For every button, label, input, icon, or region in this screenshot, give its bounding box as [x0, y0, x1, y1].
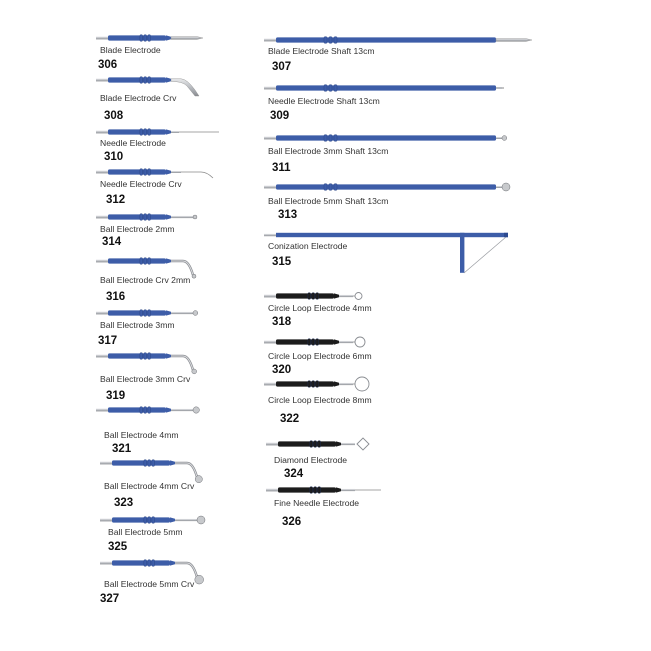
product-322 [264, 376, 404, 432]
handle [276, 135, 496, 140]
grip-ring [308, 381, 311, 388]
handle [108, 353, 166, 358]
connector-pin [96, 171, 108, 174]
product-name: Needle Electrode [100, 138, 166, 148]
product-310 [96, 124, 236, 168]
product-name: Fine Needle Electrode [274, 498, 360, 508]
handle-tip [166, 407, 171, 412]
product-code: 313 [278, 209, 298, 221]
electrode-shaft [171, 356, 193, 370]
product-326 [266, 482, 406, 530]
handle-tip [166, 214, 171, 219]
grip-ring [314, 441, 317, 448]
product-318 [264, 288, 404, 334]
electrode-shaft [175, 463, 197, 477]
grip-ring [329, 184, 332, 191]
product-314 [96, 209, 236, 255]
grip-ring [148, 560, 151, 567]
product-name: Ball Electrode 3mm Crv [100, 374, 191, 384]
product-code: 311 [272, 162, 291, 174]
ball-electrode-shaft-icon [264, 179, 544, 197]
connector-pin [264, 383, 276, 386]
product-name: Ball Electrode 4mm [104, 430, 179, 440]
handle-tip [166, 353, 171, 358]
product-321 [96, 402, 236, 458]
circle-loop-electrode-icon [264, 334, 404, 352]
electrode-shaft [171, 409, 193, 411]
grip-ring [140, 310, 143, 317]
grip-ring [334, 184, 337, 191]
handle [278, 441, 336, 446]
product-code: 307 [272, 61, 292, 73]
grip-ring [318, 487, 321, 494]
handle-tip [166, 129, 171, 134]
handle [112, 560, 170, 565]
electrode-shaft [339, 341, 353, 343]
grip-ring [329, 135, 332, 142]
product-name: Ball Electrode 5mm Shaft 13cm [268, 196, 389, 206]
connector-pin [264, 137, 276, 140]
product-name: Circle Loop Electrode 4mm [268, 303, 372, 313]
handle [108, 77, 166, 82]
grip-ring [140, 169, 143, 176]
ball-tip [195, 575, 204, 584]
connector-pin [264, 39, 276, 42]
electrode-shaft [496, 137, 502, 139]
product-311 [264, 130, 544, 176]
product-319 [96, 348, 236, 404]
connector-pin [266, 443, 278, 446]
handle [276, 293, 334, 298]
product-code: 309 [270, 110, 290, 122]
product-name: Ball Electrode 3mm [100, 320, 175, 330]
product-325 [100, 512, 240, 558]
grip-ring [144, 77, 147, 84]
diamond-wire [357, 438, 369, 450]
ball-tip [193, 215, 197, 219]
grip-ring [140, 35, 143, 42]
grip-ring [312, 293, 315, 300]
product-324 [266, 436, 406, 484]
conization-tip [504, 233, 508, 237]
grip-ring [152, 460, 155, 467]
product-code: 306 [98, 59, 118, 71]
connector-pin [264, 295, 276, 298]
handle [108, 310, 166, 315]
grip-ring [140, 407, 143, 414]
loop-wire [355, 377, 369, 391]
electrode-shaft [171, 216, 193, 218]
product-code: 315 [272, 256, 292, 268]
handle-tip [170, 460, 175, 465]
product-code: 318 [272, 316, 292, 328]
product-316 [96, 253, 236, 305]
connector-pin [96, 37, 108, 40]
connector-pin [96, 131, 108, 134]
grip-ring [329, 37, 332, 44]
product-code: 308 [104, 110, 124, 122]
grip-ring [148, 310, 151, 317]
product-code: 316 [106, 291, 126, 303]
needle-tip [181, 172, 213, 178]
ball-tip [195, 476, 202, 483]
handle [276, 381, 334, 386]
grip-ring [324, 135, 327, 142]
ball-electrode-icon [96, 209, 236, 225]
handle-tip [166, 310, 171, 315]
connector-pin [96, 79, 108, 82]
product-code: 325 [108, 541, 128, 553]
handle [276, 184, 496, 189]
grip-ring [148, 169, 151, 176]
handle-tip [170, 517, 175, 522]
grip-ring [144, 214, 147, 221]
connector-pin [264, 186, 276, 189]
product-name: Needle Electrode Crv [100, 179, 182, 189]
needle-collar [171, 131, 179, 133]
grip-ring [144, 310, 147, 317]
circle-loop-electrode-icon [264, 288, 404, 304]
handle [276, 233, 508, 237]
handle [108, 407, 166, 412]
grip-ring [334, 85, 337, 92]
handle [276, 339, 334, 344]
ball-tip [193, 407, 199, 413]
needle-electrode-shaft-icon [264, 80, 544, 96]
electrode-shaft [341, 489, 355, 491]
handle-tip [170, 560, 175, 565]
connector-pin [266, 489, 278, 492]
handle [112, 517, 170, 522]
handle-tip [166, 77, 171, 82]
handle [108, 258, 166, 263]
grip-ring [329, 85, 332, 92]
ball-electrode-shaft-icon [264, 130, 544, 146]
handle [108, 214, 166, 219]
handle-tip [334, 293, 339, 298]
grip-ring [310, 487, 313, 494]
handle [108, 129, 166, 134]
connector-pin [100, 462, 112, 465]
grip-ring [140, 353, 143, 360]
grip-ring [144, 560, 147, 567]
grip-ring [148, 517, 151, 524]
product-name: Diamond Electrode [274, 455, 348, 465]
handle-tip [166, 169, 171, 174]
grip-ring [308, 293, 311, 300]
product-name: Conization Electrode [268, 241, 348, 251]
grip-ring [324, 37, 327, 44]
product-name: Ball Electrode 3mm Shaft 13cm [268, 146, 389, 156]
connector-pin [264, 234, 276, 236]
grip-ring [148, 407, 151, 414]
ball-electrode-curved-icon [96, 348, 236, 376]
connector-pin [96, 216, 108, 219]
grip-ring [148, 77, 151, 84]
connector-pin [100, 519, 112, 522]
product-name: Circle Loop Electrode 8mm [268, 395, 372, 405]
product-307 [264, 32, 544, 76]
product-name: Ball Electrode 4mm Crv [104, 481, 195, 491]
grip-ring [144, 169, 147, 176]
electrode-shaft [496, 186, 502, 188]
grip-ring [144, 35, 147, 42]
electrode-shaft [171, 261, 193, 275]
product-code: 324 [284, 468, 304, 480]
ball-tip [197, 516, 205, 524]
electrode-shaft [175, 519, 197, 521]
needle-collar [171, 171, 181, 173]
connector-pin [96, 355, 108, 358]
product-code: 326 [282, 516, 302, 528]
grip-ring [318, 441, 321, 448]
ball-electrode-icon [96, 402, 236, 420]
grip-ring [324, 85, 327, 92]
connector-pin [96, 312, 108, 315]
ball-tip [502, 183, 510, 191]
product-name: Blade Electrode Shaft 13cm [268, 46, 375, 56]
product-name: Needle Electrode Shaft 13cm [268, 96, 380, 106]
grip-ring [312, 339, 315, 346]
product-308 [96, 72, 236, 126]
handle [276, 85, 496, 90]
product-309 [264, 80, 544, 124]
circle-loop-electrode-icon [264, 376, 404, 396]
grip-ring [310, 441, 313, 448]
product-name: Blade Electrode [100, 45, 161, 55]
connector-pin [96, 409, 108, 412]
handle-tip [334, 381, 339, 386]
ball-tip [193, 311, 198, 316]
product-315 [264, 229, 544, 277]
product-code: 327 [100, 593, 120, 605]
connector-pin [264, 341, 276, 344]
product-code: 320 [272, 364, 292, 376]
grip-ring [140, 214, 143, 221]
product-code: 314 [102, 236, 122, 248]
product-code: 321 [112, 443, 132, 455]
handle [278, 487, 336, 492]
grip-ring [148, 460, 151, 467]
product-name: Ball Electrode 2mm [100, 224, 175, 234]
loop-wire [355, 337, 365, 347]
grip-ring [144, 129, 147, 136]
electrode-shaft [339, 295, 353, 297]
grip-ring [316, 381, 319, 388]
product-323 [100, 455, 240, 515]
diamond-electrode-icon [266, 436, 406, 454]
product-317 [96, 305, 236, 351]
grip-ring [144, 407, 147, 414]
product-name: Circle Loop Electrode 6mm [268, 351, 372, 361]
grip-ring [314, 487, 317, 494]
product-name: Ball Electrode 5mm [108, 527, 183, 537]
grip-ring [324, 184, 327, 191]
product-name: Ball Electrode 5mm Crv [104, 579, 195, 589]
grip-ring [334, 135, 337, 142]
grip-ring [140, 258, 143, 265]
ball-electrode-icon [96, 305, 236, 321]
connector-pin [96, 260, 108, 263]
handle [112, 460, 170, 465]
product-code: 317 [98, 335, 118, 347]
grip-ring [308, 339, 311, 346]
grip-ring [148, 353, 151, 360]
product-320 [264, 334, 404, 380]
grip-ring [148, 214, 151, 221]
handle-tip [166, 258, 171, 263]
cutting-wire [464, 237, 506, 273]
grip-ring [144, 353, 147, 360]
conization-arm [460, 233, 464, 273]
electrode-shaft [341, 443, 355, 445]
ball-tip [192, 274, 196, 278]
grip-ring [316, 339, 319, 346]
grip-ring [144, 517, 147, 524]
grip-ring [140, 129, 143, 136]
product-327 [100, 555, 240, 611]
handle-tip [336, 441, 341, 446]
grip-ring [148, 35, 151, 42]
electrode-shaft [339, 383, 353, 385]
product-code: 312 [106, 194, 126, 206]
handle-tip [334, 339, 339, 344]
ball-tip [192, 369, 197, 374]
handle [108, 35, 166, 40]
ball-tip [502, 136, 507, 141]
electrode-shaft [175, 563, 197, 577]
electrode-shaft [171, 312, 193, 314]
grip-ring [152, 560, 155, 567]
blade-tip [171, 37, 203, 40]
loop-wire [355, 293, 362, 300]
grip-ring [312, 381, 315, 388]
grip-ring [140, 77, 143, 84]
product-312 [96, 164, 236, 212]
fine-needle-electrode-icon [266, 482, 406, 498]
grip-ring [148, 258, 151, 265]
product-code: 319 [106, 390, 126, 402]
product-code: 323 [114, 497, 134, 509]
product-313 [264, 179, 544, 225]
handle [108, 169, 166, 174]
product-name: Blade Electrode Crv [100, 93, 177, 103]
grip-ring [152, 517, 155, 524]
connector-pin [264, 87, 276, 90]
blade-tip [496, 39, 532, 42]
grip-ring [316, 293, 319, 300]
connector-pin [100, 562, 112, 565]
grip-ring [144, 258, 147, 265]
conization-electrode-icon [264, 229, 544, 275]
product-code: 310 [104, 151, 124, 163]
handle-tip [166, 35, 171, 40]
product-name: Ball Electrode Crv 2mm [100, 275, 191, 285]
product-code: 322 [280, 413, 300, 425]
handle-tip [336, 487, 341, 492]
grip-ring [334, 37, 337, 44]
grip-ring [144, 460, 147, 467]
grip-ring [148, 129, 151, 136]
handle [276, 37, 496, 42]
